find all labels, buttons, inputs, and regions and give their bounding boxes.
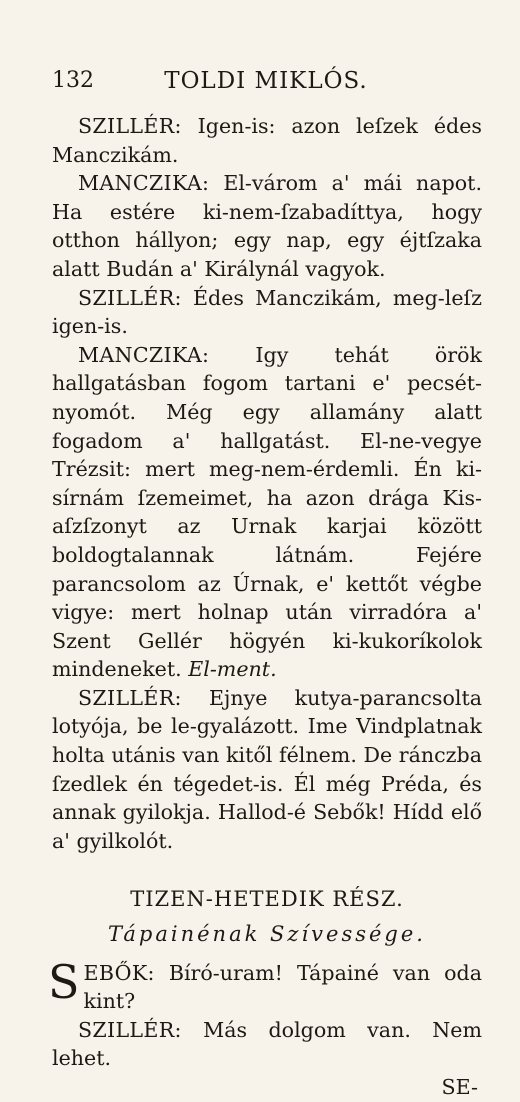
running-title: TOLDI MIKLÓS. [164,68,368,94]
dialogue-paragraph [52,341,482,684]
speaker-name: EBŐK: [83,960,155,985]
dialogue-paragraph [48,954,482,1016]
speaker-name: SZILLÉR: [78,1017,182,1042]
speaker-name: SZILLÉR: [78,285,182,310]
page-number: 132 [52,68,94,93]
speech-text: Igy tehát örök hallgatásban fogom tartani e' pecsét-nyomót. Még egy allamány alatt fogadom a' hallgatást. El-ne-vegye Trézsit: mert meg-nem-érdemli. Én ki-sírnám ſzemeimet, ha azon drága Kis-aſzſzonyt az Urnak karjai között boldogtalannak látnám. Fejére parancsolom az Úrnak, e' kettőt végbe vigye: mert holnap után virradóra a' Szent Gellér högyén ki-kukoríkolok mindeneket. [52,342,483,682]
speech-text: Igen-is: azon leſzek édes Manczikám. [52,114,482,167]
dialogue-paragraph [52,684,482,856]
speech-text: Édes Manczikám, meg-leſz igen-is. [52,285,482,339]
dialogue-paragraph [52,112,482,169]
speaker-name: SZILLÉR: [78,114,182,138]
speech-text: Más dolgom van. Nem lehet. [52,1017,482,1071]
speech-text: El-várom a' mái napot. Ha estére ki-nem-ſzabadíttya, hogy otthon hállyon; egy nap, egy éjtſzaka alatt Budán a' Királynál vagyok. [52,171,482,281]
stage-direction: El-ment. [188,657,277,682]
speaker-name: MANCZIKA: [78,171,210,196]
catchword: SE- [441,1075,478,1099]
speaker-name: MANCZIKA: [78,342,210,367]
drop-cap: S [48,954,80,1009]
chapter-subtitle: Tápainénak Szívessége. [108,922,426,947]
page-body [48,112,483,1102]
speech-text: Ejnye kutya-parancsolta lotyója, be le-gyalázott. Ime Vindplatnak holta utánis van kitől félnem. De ránczba ſzedlek én tégedet-is. Él még Préda, és annak gyilokja. Hallod-é Sebők! Hídd elő a' gyilkolót. [52,685,482,853]
speaker-name: SZILLÉR: [78,685,182,710]
dialogue-paragraph [52,169,482,283]
speech-text: Bíró-uram! Tápainé van oda kint? [83,960,482,1014]
dialogue-paragraph [52,284,482,341]
chapter-heading: TIZEN-HETEDIK RÉSZ. [130,887,404,912]
page-header [52,60,480,100]
dialogue-paragraph [52,1016,482,1073]
